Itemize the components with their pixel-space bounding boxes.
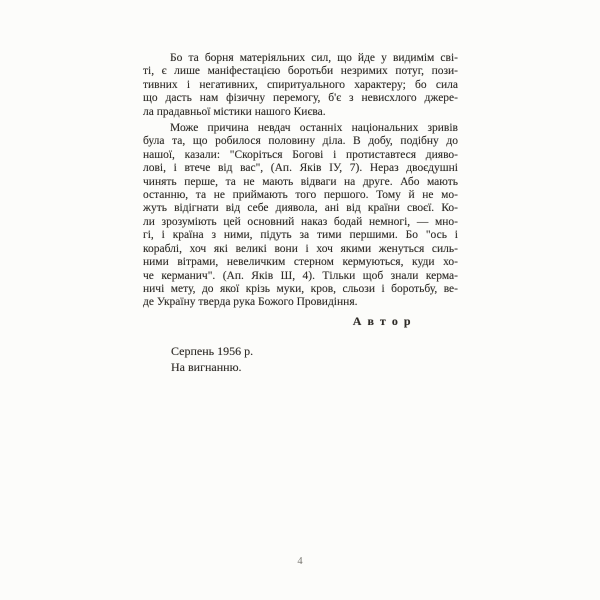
text-line: лові, і втече від вас", (Ап. Яків ІУ, 7). Нераз двоєдушні bbox=[143, 162, 458, 175]
colophon-line: Серпень 1956 р. bbox=[171, 343, 254, 358]
text-line: Може причина невдач останніх національних зривів bbox=[170, 122, 458, 135]
text-line: ла прадавньої містики нашого Києва. bbox=[143, 105, 326, 118]
page-number: 4 bbox=[297, 556, 303, 567]
text-line: жуть відігнати від себе диявола, ані від країни своєї. Ко- bbox=[143, 202, 458, 215]
text-line: ними вітрами, невеличким стерном кермуються, куди хо- bbox=[143, 256, 458, 269]
text-line: кораблі, хоч які великі вони і хоч якими женуться силь- bbox=[143, 242, 458, 255]
colophon-line: На вигнанню. bbox=[171, 360, 242, 375]
text-line: останню, та не приймають того першого. Тому й не мо- bbox=[143, 189, 458, 202]
paragraph bbox=[143, 52, 458, 119]
text-line: че керманич". (Ап. Яків Ш, 4). Тільки щоб знали керма- bbox=[143, 269, 458, 282]
text-line: ті, є лише маніфестацією боротьби незримих потуг, пози- bbox=[143, 65, 458, 78]
body-paragraphs bbox=[143, 52, 458, 310]
text-line: нашої, казали: "Скоріться Богові і протиставтеся дияво- bbox=[143, 148, 458, 161]
text-line: гі, і країна з ними, підуть за тими першими. Бо "ось і bbox=[143, 229, 458, 242]
colophon bbox=[143, 343, 458, 376]
text-column bbox=[143, 52, 458, 376]
text-line: що дасть нам фізичну перемогу, б'є з невисхлого джере- bbox=[143, 92, 458, 105]
text-line: тивних і негативних, спиритуального характеру; бо сила bbox=[143, 78, 458, 91]
text-line: Бо та борня матеріяльних сил, що йде у видимім сві- bbox=[170, 52, 458, 64]
paragraph bbox=[143, 122, 458, 310]
text-line: чинять перше, та не мають відваги на друге. Або мають bbox=[143, 175, 458, 188]
text-line: ничі мету, до якої крізь муки, кров, сльози і боротьбу, ве- bbox=[143, 282, 458, 295]
text-line: ли зрозуміють цей основний наказ бодай немногі, — мно- bbox=[143, 215, 458, 228]
text-line: була та, що робилося половину діла. В добу, подібну до bbox=[143, 135, 458, 148]
author-signature: А в т о р bbox=[352, 313, 412, 328]
text-line: де Україну тверда рука Божого Провидіння. bbox=[143, 296, 358, 309]
